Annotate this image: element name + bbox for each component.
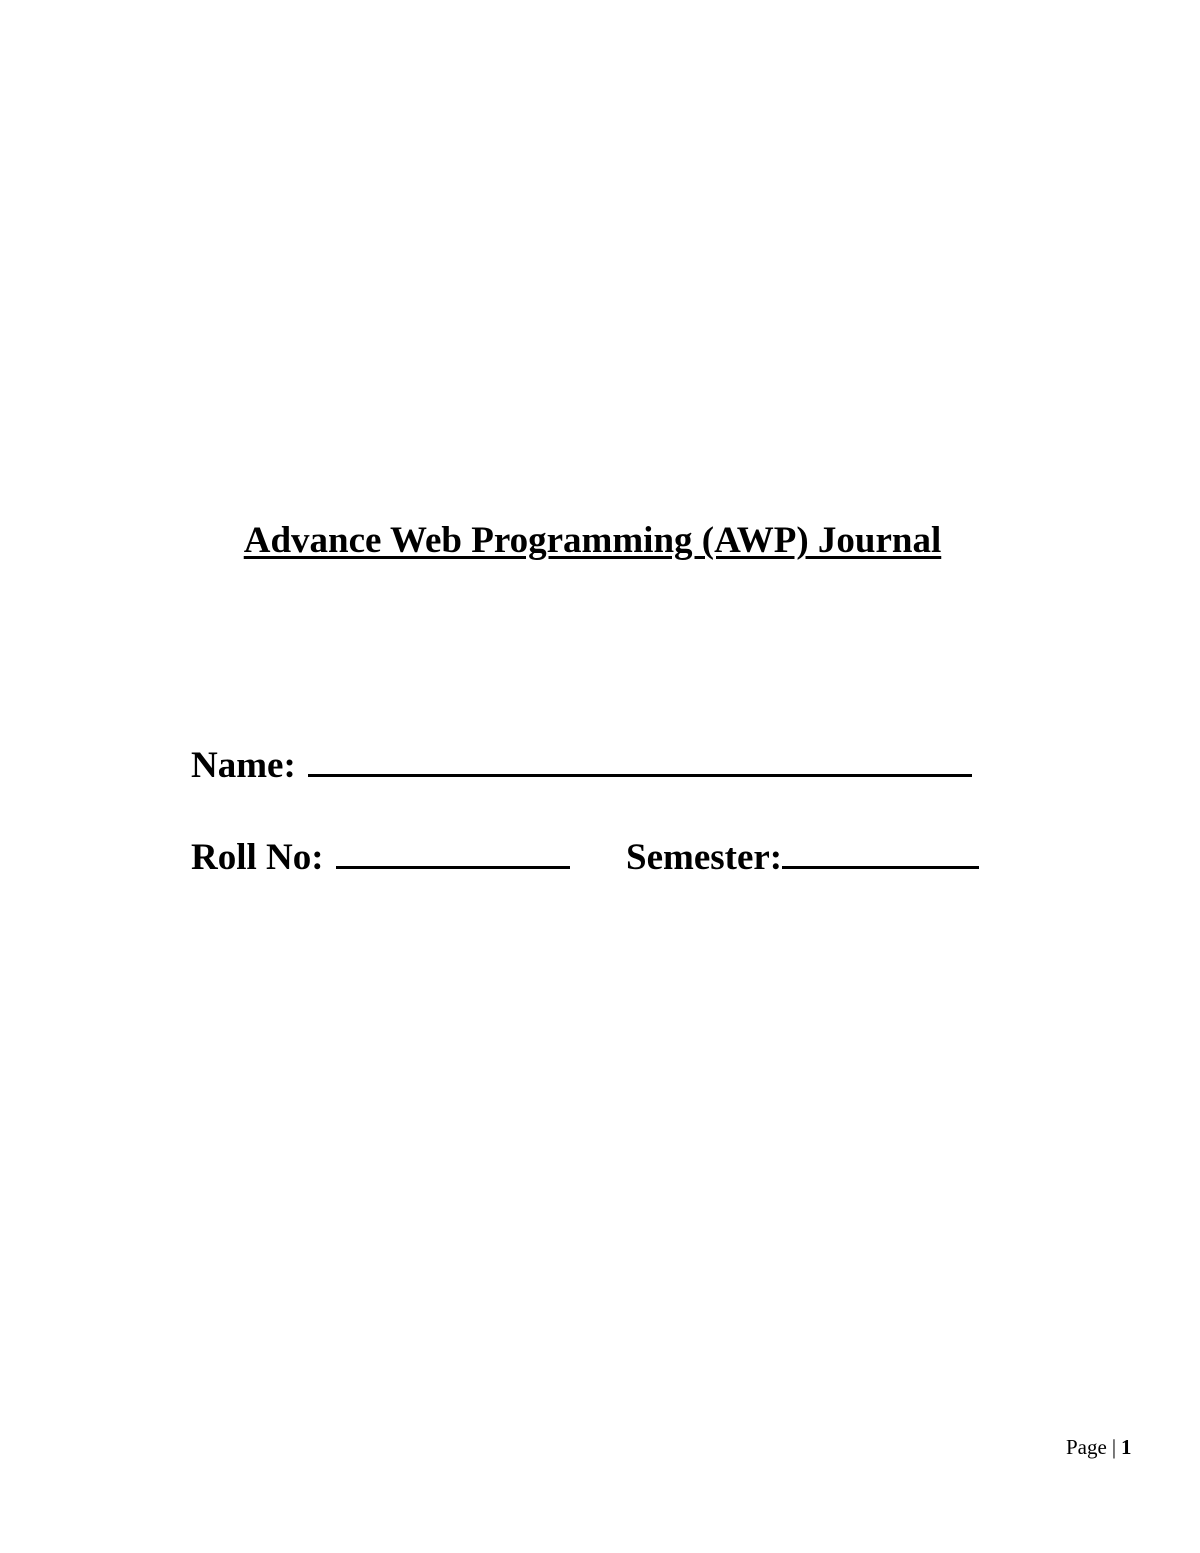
roll-no-field-row — [191, 834, 570, 882]
page-title: Advance Web Programming (AWP) Journal — [243, 520, 942, 561]
name-label: Name: — [191, 745, 296, 786]
name-field-row — [191, 742, 972, 790]
name-blank-line — [308, 773, 972, 777]
roll-no-label: Roll No: — [191, 837, 324, 878]
semester-label: Semester: — [626, 837, 783, 878]
page-footer — [1066, 1433, 1132, 1461]
page-label: Page — [1066, 1435, 1107, 1459]
page-separator: | — [1111, 1435, 1117, 1459]
roll-no-blank-line — [336, 865, 570, 869]
semester-blank-line — [782, 865, 979, 869]
semester-field-row — [626, 834, 979, 882]
page-number: 1 — [1121, 1435, 1132, 1459]
